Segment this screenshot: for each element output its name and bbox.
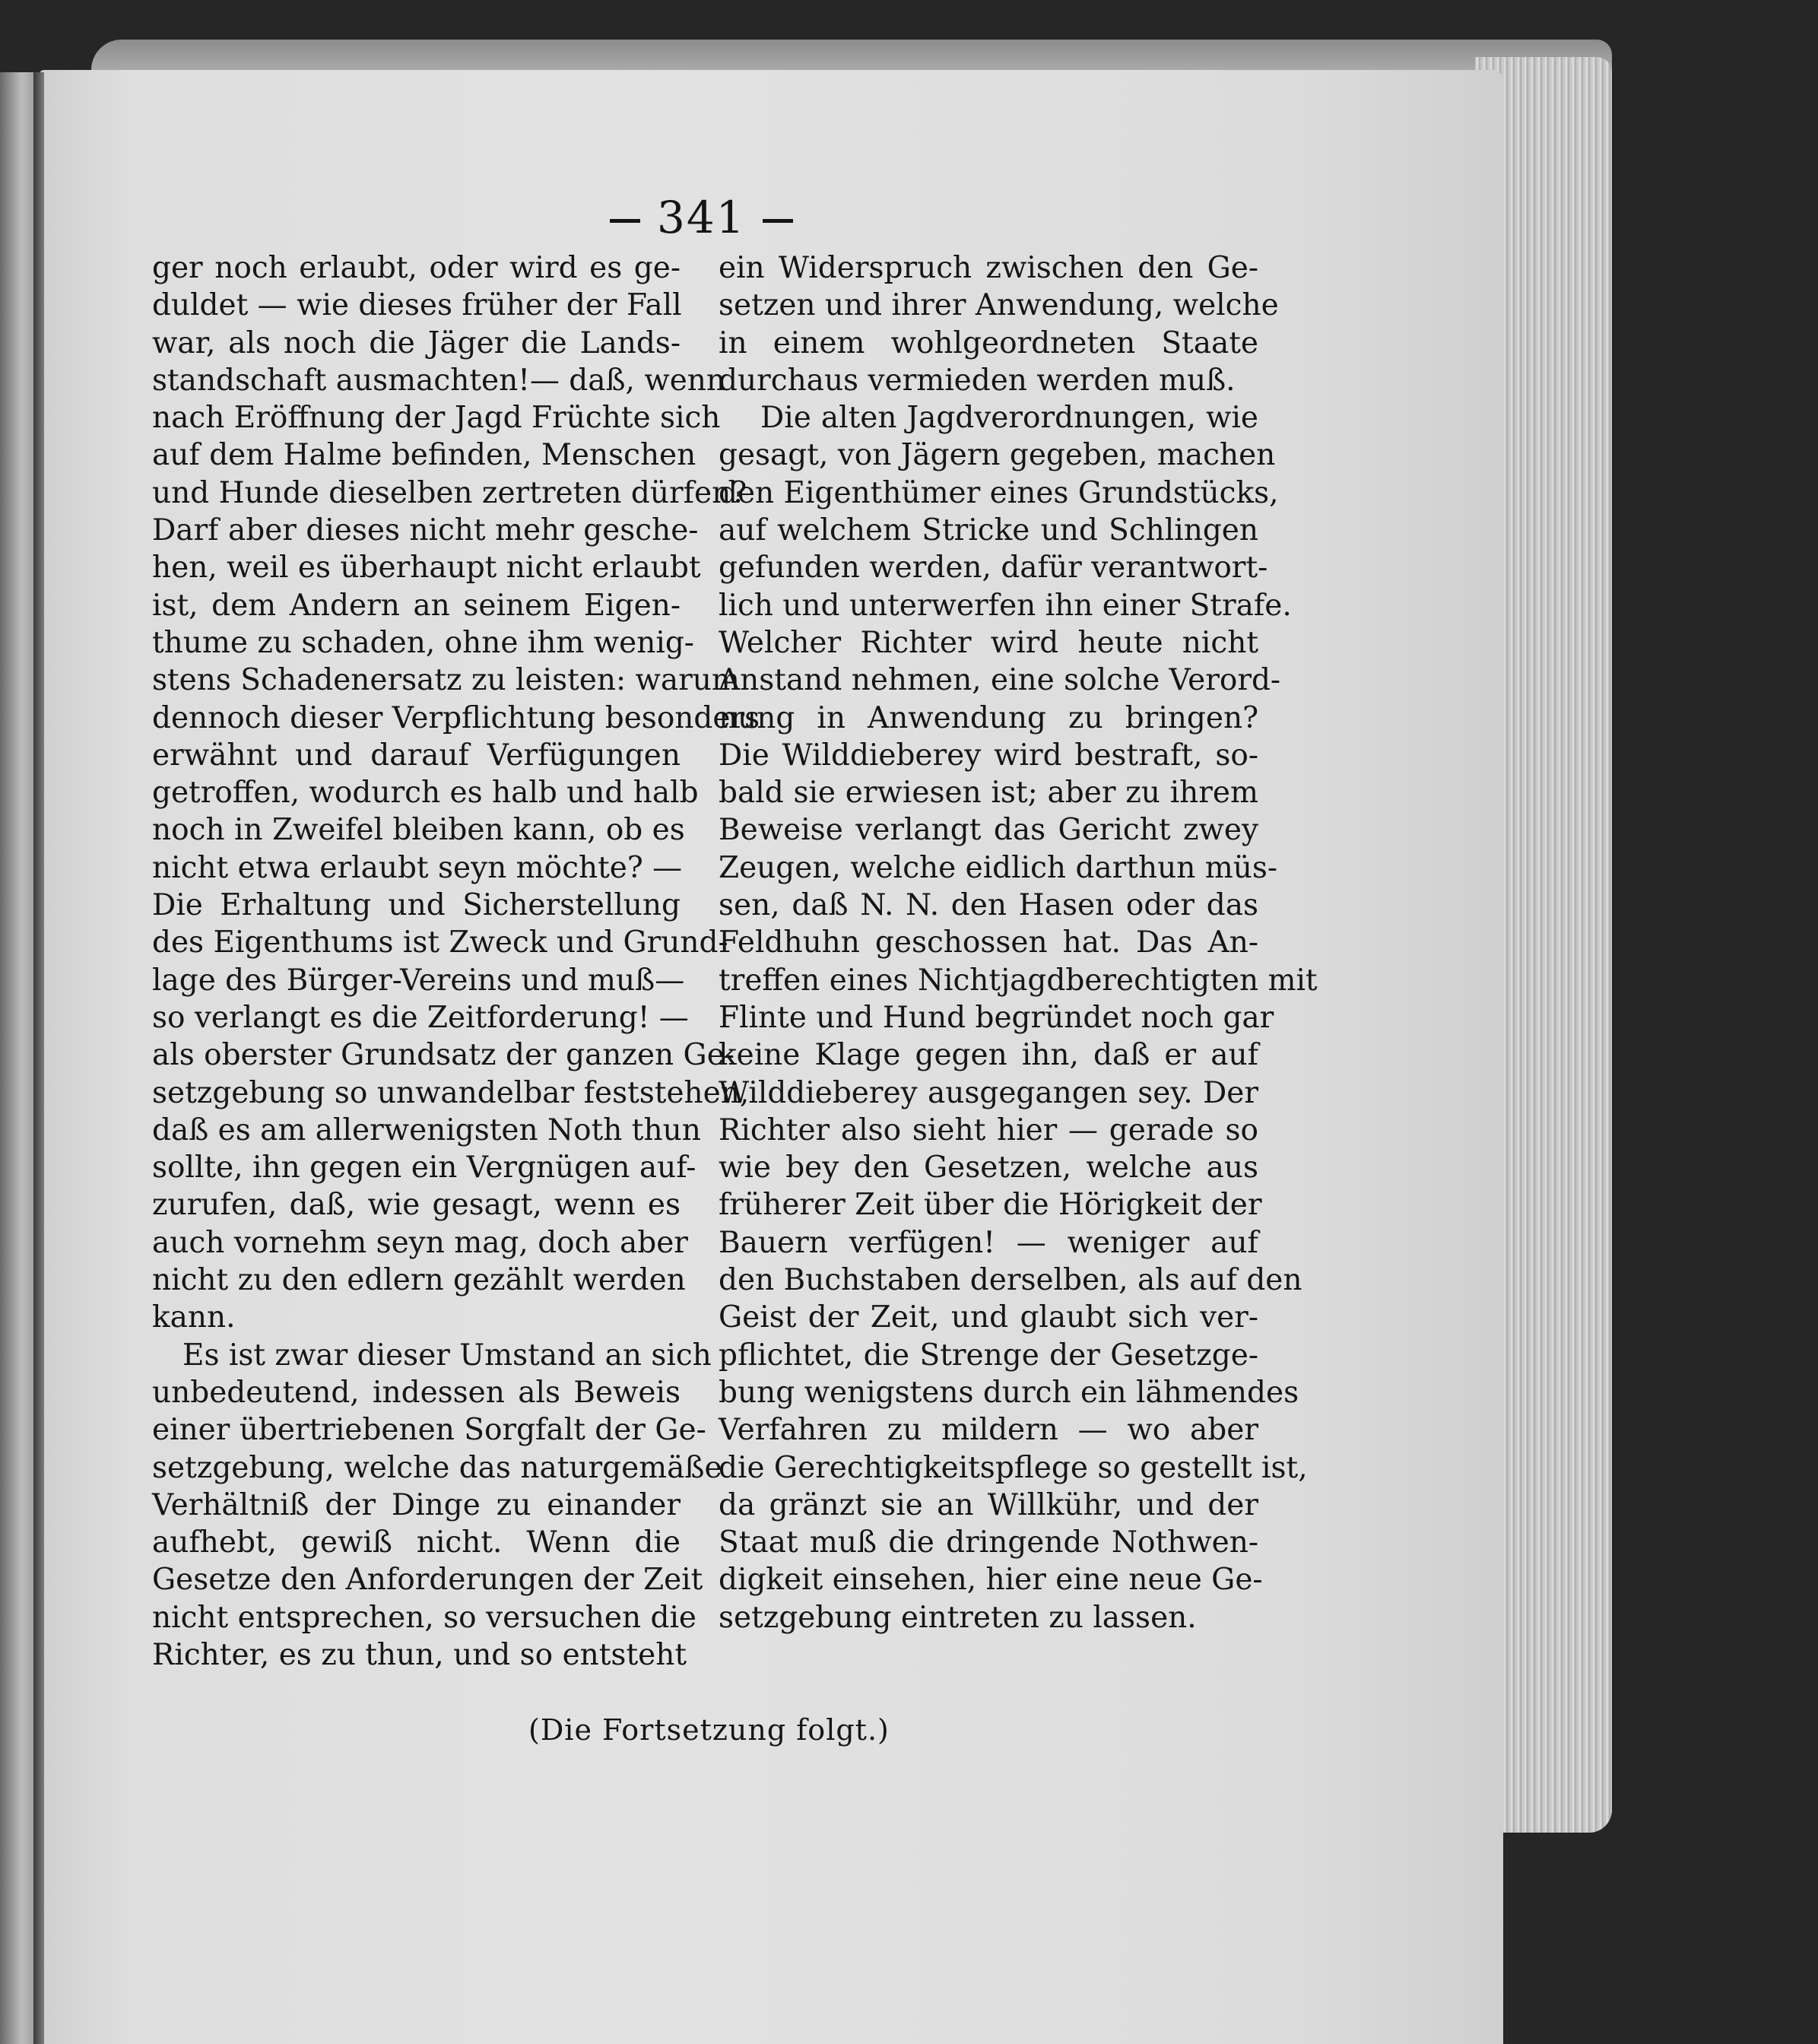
text-line: als oberster Grundsatz der ganzen Ge- <box>152 1038 734 1073</box>
text-line: auch vornehm seyn mag, doch aber <box>152 1225 688 1260</box>
text-line: die Gerechtigkeitspflege so gestellt ist, <box>719 1450 1308 1485</box>
header-dash-left <box>610 219 640 223</box>
text-line: Anstand nehmen, eine solche Verord- <box>719 663 1281 698</box>
text-line: erwähnt und darauf Verfügungen <box>152 738 681 773</box>
text-line: Geist der Zeit, und glaubt sich ver- <box>719 1300 1258 1335</box>
text-line: Die Erhaltung und Sicherstellung <box>152 888 681 923</box>
page-number: 341 <box>657 192 746 243</box>
text-line: aufhebt, gewiß nicht. Wenn die <box>152 1525 681 1560</box>
text-line: bung wenigstens durch ein lähmendes <box>719 1375 1299 1410</box>
text-line: wie bey den Gesetzen, welche aus <box>719 1151 1258 1185</box>
text-line: war, als noch die Jäger die Lands- <box>152 325 681 360</box>
text-line: Richter, es zu thun, und so entsteht <box>152 1637 687 1672</box>
text-line: setzgebung, welche das naturgemäße <box>152 1450 722 1485</box>
text-line: des Eigenthums ist Zweck und Grund- <box>152 925 728 960</box>
text-line: durchaus vermieden werden muß. <box>719 363 1236 398</box>
text-line: dennoch dieser Verpflichtung besonders <box>152 700 760 735</box>
text-line: auf welchem Stricke und Schlingen <box>719 513 1258 548</box>
text-line: nicht zu den edlern gezählt werden <box>152 1263 686 1298</box>
text-line: setzgebung eintreten zu lassen. <box>719 1600 1197 1635</box>
text-line: nung in Anwendung zu bringen? <box>719 700 1258 735</box>
text-line: den Eigenthümer eines Grundstücks, <box>719 475 1279 510</box>
text-line: setzgebung so unwandelbar feststehen, <box>152 1075 750 1110</box>
text-line: Beweise verlangt das Gericht zwey <box>719 813 1258 848</box>
text-line: sollte, ihn gegen ein Vergnügen auf- <box>152 1151 696 1185</box>
text-line: gefunden werden, dafür verantwort- <box>719 551 1268 586</box>
text-line: Zeugen, welche eidlich darthun müs- <box>719 850 1278 885</box>
text-line: digkeit einsehen, hier eine neue Ge- <box>719 1563 1263 1598</box>
continuation-note: (Die Fortsetzung folgt.) <box>528 1713 890 1747</box>
text-line: zurufen, daß, wie gesagt, wenn es <box>152 1188 681 1223</box>
text-line: einer übertriebenen Sorgfalt der Ge- <box>152 1413 706 1448</box>
header-dash-right <box>763 219 793 223</box>
text-line: lich und unterwerfen ihn einer Strafe. <box>719 588 1292 623</box>
text-line: Verhältniß der Dinge zu einander <box>152 1487 681 1522</box>
text-line: Welcher Richter wird heute nicht <box>719 625 1258 660</box>
book-gutter <box>33 72 44 2044</box>
text-line: stens Schadenersatz zu leisten: warum <box>152 663 740 698</box>
text-line: unbedeutend, indessen als Beweis <box>152 1375 681 1410</box>
text-line: Flinte und Hund begründet noch gar <box>719 1000 1274 1035</box>
text-line: Feldhuhn geschossen hat. Das An- <box>719 925 1258 960</box>
text-line: Bauern verfügen! — weniger auf <box>719 1225 1258 1260</box>
text-line: den Buchstaben derselben, als auf den <box>719 1263 1302 1298</box>
text-line: duldet — wie dieses früher der Fall <box>152 288 682 323</box>
text-line: Gesetze den Anforderungen der Zeit <box>152 1563 703 1598</box>
text-line: kann. <box>152 1300 236 1335</box>
text-line: daß es am allerwenigsten Noth thun <box>152 1112 701 1147</box>
text-line: lage des Bürger-Vereins und muß— <box>152 963 685 998</box>
text-line: thume zu schaden, ohne ihm wenig- <box>152 625 694 660</box>
text-line: nach Eröffnung der Jagd Früchte sich <box>152 401 721 436</box>
text-line: ger noch erlaubt, oder wird es ge- <box>152 251 681 285</box>
right-text-column <box>719 249 1318 1636</box>
text-line: noch in Zweifel bleiben kann, ob es <box>152 813 685 848</box>
text-line: pflichtet, die Strenge der Gesetzge- <box>719 1338 1258 1373</box>
left-page-edge <box>0 72 36 2044</box>
left-text-column <box>152 249 760 1674</box>
text-line: Die alten Jagdverordnungen, wie <box>760 401 1258 436</box>
text-line: da gränzt sie an Willkühr, und der <box>719 1487 1258 1522</box>
text-line: Verfahren zu mildern — wo aber <box>719 1413 1258 1448</box>
text-line: Staat muß die dringende Nothwen- <box>719 1525 1258 1560</box>
text-line: auf dem Halme befinden, Menschen <box>152 438 696 473</box>
text-line: Richter also sieht hier — gerade so <box>719 1112 1258 1147</box>
text-line: setzen und ihrer Anwendung, welche <box>719 288 1279 323</box>
text-line: treffen eines Nichtjagdberechtigten mit <box>719 963 1318 998</box>
text-line: nicht etwa erlaubt seyn möchte? — <box>152 850 683 885</box>
text-line: Die Wilddieberey wird bestraft, so- <box>719 738 1258 773</box>
text-line: so verlangt es die Zeitforderung! — <box>152 1000 689 1035</box>
text-line: Es ist zwar dieser Umstand an sich <box>182 1338 712 1373</box>
text-line: Darf aber dieses nicht mehr gesche- <box>152 513 699 548</box>
text-line: getroffen, wodurch es halb und halb <box>152 776 699 811</box>
text-line: früherer Zeit über die Hörigkeit der <box>719 1188 1262 1223</box>
text-line: und Hunde dieselben zertreten dürfen? <box>152 475 747 510</box>
text-line: nicht entsprechen, so versuchen die <box>152 1600 696 1635</box>
text-line: ist, dem Andern an seinem Eigen- <box>152 588 681 623</box>
text-line: hen, weil es überhaupt nicht erlaubt <box>152 551 701 586</box>
text-line: ein Widerspruch zwischen den Ge- <box>719 251 1258 285</box>
text-line: bald sie erwiesen ist; aber zu ihrem <box>719 776 1258 811</box>
text-line: gesagt, von Jägern gegeben, machen <box>719 438 1276 473</box>
text-line: sen, daß N. N. den Hasen oder das <box>719 888 1258 923</box>
text-line: standschaft ausmachten!— daß, wenn <box>152 363 726 398</box>
text-line: keine Klage gegen ihn, daß er auf <box>719 1038 1258 1073</box>
text-line: Wilddieberey ausgegangen sey. Der <box>719 1075 1258 1110</box>
text-line: in einem wohlgeordneten Staate <box>719 325 1258 360</box>
